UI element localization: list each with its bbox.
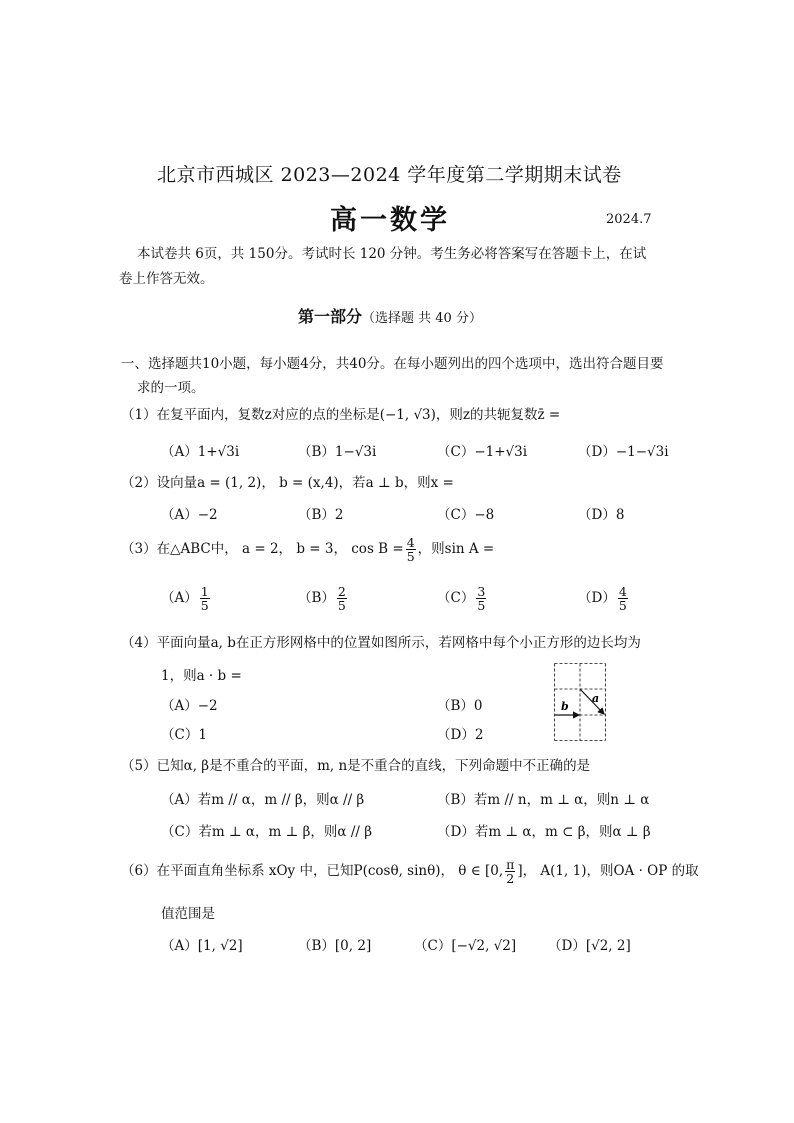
option-fraction <box>476 585 486 612</box>
question-4-stem-line-1: （4）平面向量a, b在正方形网格中的位置如图所示，若网格中每个小正方形的边长均为 <box>121 635 641 651</box>
question-1-option-c: （C）−1+√3i <box>437 444 528 460</box>
fraction-numerator: 1 <box>200 584 209 599</box>
question-6-option-c: （C）[−√2, √2] <box>414 938 517 954</box>
question-3-stem-suffix: ，则sin A = <box>417 541 495 557</box>
question-2-option-d: （D）8 <box>578 507 625 523</box>
question-4-option-c: （C）1 <box>161 727 207 743</box>
question-3-stem-prefix: （3）在△ABC中， a = 2， b = 3， cos B = <box>121 541 404 557</box>
question-5-option-d: （D）若m ⊥ α，m ⊂ β，则α ⊥ β <box>437 824 651 840</box>
part-title: 第一部分 <box>298 307 363 326</box>
option-fraction <box>618 585 628 612</box>
question-2-stem: （2）设向量a = (1, 2)， b = (x,4)，若a ⊥ b，则x = <box>121 475 454 491</box>
subject-title: 高一数学 <box>330 205 450 236</box>
fraction-denominator: 5 <box>200 598 209 613</box>
question-2-option-b: （B）2 <box>298 507 344 523</box>
option-label: （B） <box>298 590 335 606</box>
question-1-stem: （1）在复平面内，复数z对应的点的坐标是(−1, √3)，则z的共轭复数z̄ = <box>121 407 561 423</box>
question-2-option-a: （A）−2 <box>161 507 218 523</box>
option-fraction <box>337 585 347 612</box>
fraction-numerator: 2 <box>337 584 346 599</box>
option-label: （C） <box>437 590 475 606</box>
question-2-option-c: （C）−8 <box>437 507 495 523</box>
question-3-option-c <box>437 585 488 612</box>
option-label: （A） <box>161 590 198 606</box>
fraction-denominator: 5 <box>477 598 486 613</box>
question-3-option-d <box>578 585 630 612</box>
fraction-numerator: 4 <box>618 584 627 599</box>
question-6-stem-suffix: ]， A(1, 1)，则OA · OP 的取 <box>517 863 699 879</box>
question-6-option-b: （B）[0, 2] <box>298 938 372 954</box>
vector-b-label: b <box>561 700 569 713</box>
fraction-denominator: 2 <box>506 871 515 886</box>
instructions-line-1: 本试卷共 6页，共 150分。考试时长 120 分钟。考生务必将答案写在答题卡上，在试 <box>137 246 647 262</box>
exam-title: 北京市西城区 2023—2024 学年度第二学期期末试卷 <box>157 164 622 186</box>
part-note: （选择题 共 40 分） <box>362 311 482 326</box>
question-1-option-b: （B）1−√3i <box>298 444 377 460</box>
exam-date: 2024.7 <box>606 212 652 227</box>
question-1-option-d: （D）−1−√3i <box>578 444 669 460</box>
fraction-numerator: 4 <box>406 535 415 550</box>
option-label: （D） <box>578 590 616 606</box>
section-instruction-line-2: 求的一项。 <box>137 380 205 396</box>
option-fraction <box>200 585 210 612</box>
fraction-denominator: 5 <box>406 549 415 564</box>
question-4-stem-line-2: 1，则a · b = <box>161 668 242 684</box>
question-6-stem-line-2: 值范围是 <box>161 906 215 922</box>
question-5-option-b: （B）若m // n，m ⊥ α，则n ⊥ α <box>437 792 650 808</box>
question-5-option-a: （A）若m // α，m // β，则α // β <box>161 792 365 808</box>
question-6-stem-fraction <box>505 858 515 885</box>
question-1-option-a: （A）1+√3i <box>161 444 240 460</box>
question-3-option-b <box>298 585 349 612</box>
fraction-numerator: 3 <box>477 584 486 599</box>
vector-grid-figure <box>554 663 606 741</box>
section-instruction-line-1: 一、选择题共10小题，每小题4分，共40分。在每小题列出的四个选项中，选出符合题目要 <box>121 356 664 372</box>
fraction-numerator: π <box>506 857 515 872</box>
fraction-denominator: 5 <box>618 598 627 613</box>
question-6-option-d: （D）[√2, 2] <box>548 938 631 954</box>
vector-a-label: a <box>592 692 600 705</box>
instructions-line-2: 卷上作答无效。 <box>119 271 214 287</box>
question-3-option-a <box>161 585 212 612</box>
question-3-stem <box>121 536 494 563</box>
question-4-option-a: （A）−2 <box>161 698 218 714</box>
question-5-stem: （5）已知α, β是不重合的平面，m, n是不重合的直线，下列命题中不正确的是 <box>121 758 591 774</box>
question-6-stem <box>121 858 699 885</box>
question-4-option-b: （B）0 <box>437 698 483 714</box>
question-5-option-c: （C）若m ⊥ α，m ⊥ β，则α // β <box>161 824 373 840</box>
question-4-option-d: （D）2 <box>437 727 484 743</box>
part-heading <box>298 304 482 327</box>
question-6-option-a: （A）[1, √2] <box>161 938 243 954</box>
question-6-stem-prefix: （6）在平面直角坐标系 xOy 中，已知P(cosθ, sinθ)， θ ∈ [0, <box>121 863 504 879</box>
question-3-stem-fraction <box>406 536 416 563</box>
fraction-denominator: 5 <box>337 598 346 613</box>
